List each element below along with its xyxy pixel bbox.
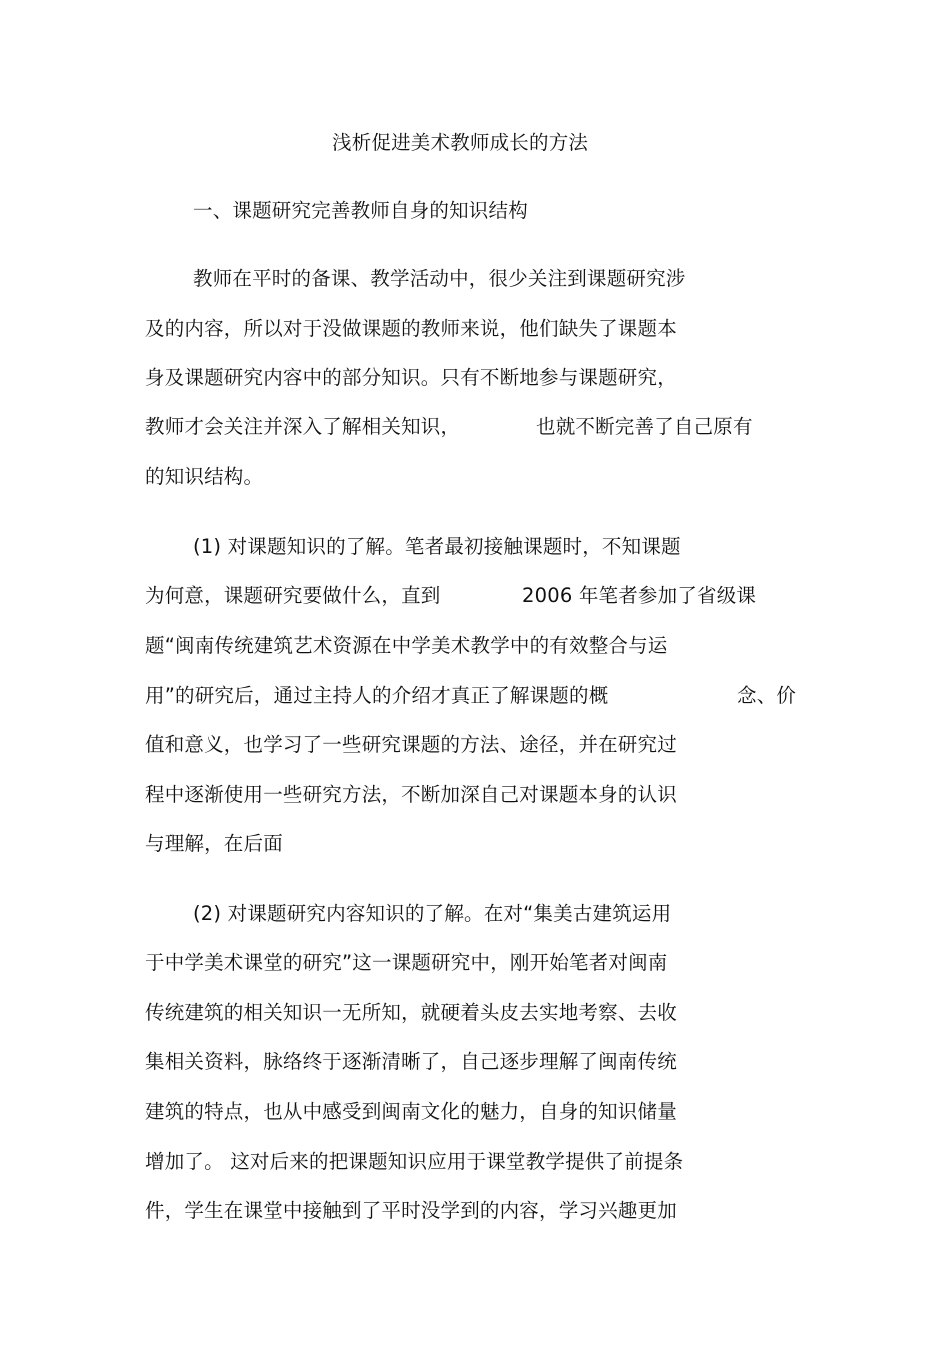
paragraph-line: 传统建筑的相关知识一无所知，就硬着头皮去实地考察、去收 (145, 1001, 677, 1024)
paragraph-line: 及的内容，所以对于没做课题的教师来说，他们缺失了课题本 (145, 317, 677, 340)
paragraph-line: 教师才会关注并深入了解相关知识， (145, 415, 461, 438)
paragraph-line: 教师在平时的备课、教学活动中，很少关注到课题研究涉 (193, 267, 686, 290)
paragraph-line: (2) 对课题研究内容知识的了解。在对“集美古建筑运用 (193, 902, 672, 925)
paragraph-line: 集相关资料，脉络终于逐渐清晰了，自己逐步理解了闽南传统 (145, 1050, 677, 1073)
paragraph-line: 2006 年笔者参加了省级课 (522, 584, 757, 607)
paragraph-line: 建筑的特点，也从中感受到闽南文化的魅力，自身的知识储量 (145, 1100, 677, 1123)
paragraph-line: 增加了。 这对后来的把课题知识应用于课堂教学提供了前提条 (145, 1150, 684, 1173)
document-title: 浅析促进美术教师成长的方法 (332, 131, 589, 154)
paragraph-line: 值和意义，也学习了一些研究课题的方法、途径，并在研究过 (145, 733, 677, 756)
paragraph-line: 与理解，在后面 (145, 832, 283, 855)
paragraph-line: 程中逐渐使用一些研究方法，不断加深自己对课题本身的认识 (145, 783, 677, 806)
paragraph-line: 为何意，课题研究要做什么，直到 (145, 584, 441, 607)
paragraph-line: 也就不断完善了自己原有 (536, 415, 753, 438)
section-heading: 一、课题研究完善教师自身的知识结构 (193, 199, 528, 222)
paragraph-line: 的知识结构。 (145, 465, 264, 488)
paragraph-line: 件，学生在课堂中接触到了平时没学到的内容，学习兴趣更加 (145, 1199, 677, 1222)
paragraph-line: 身及课题研究内容中的部分知识。只有不断地参与课题研究， (145, 366, 677, 389)
paragraph-line: 于中学美术课堂的研究”这一课题研究中，刚开始笔者对闽南 (145, 951, 668, 974)
paragraph-line: 念、价 (737, 684, 797, 707)
paragraph-line: (1) 对课题知识的了解。笔者最初接触课题时，不知课题 (193, 535, 681, 558)
paragraph-line: 用”的研究后，通过主持人的介绍才真正了解课题的概 (145, 684, 609, 707)
paragraph-line: 题“闽南传统建筑艺术资源在中学美术教学中的有效整合与运 (145, 634, 668, 657)
